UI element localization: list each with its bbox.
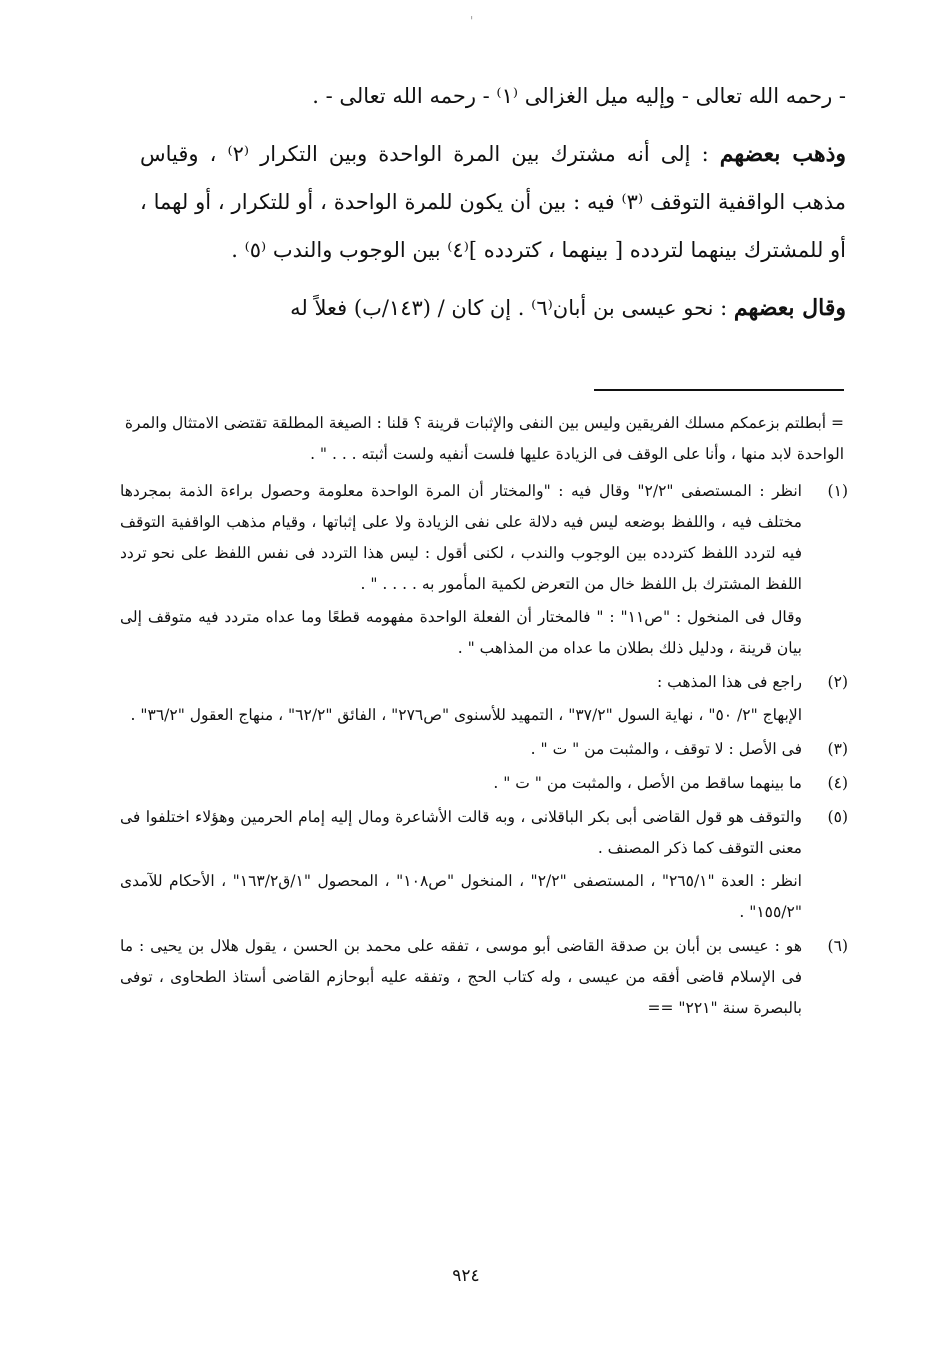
footnote-number: (١): [827, 482, 848, 500]
main-paragraph-2: [140, 130, 846, 274]
corner-mark: ': [470, 14, 474, 28]
main-line-1: - رحمه الله تعالى - وإليه ميل الغزالى ⁽١⁾ - رحمه الله تعالى - .: [312, 84, 846, 108]
footnote-paragraph: والتوقف هو قول القاضى أبى بكر الباقلانى ، وبه قالت الأشاعرة ومال إليه إمام الحرمين وهؤلاء اختلفوا فى معنى التوقف كما ذكر المصنف .: [120, 808, 802, 857]
footnote-paragraph: راجع فى هذا المذهب :: [656, 673, 802, 691]
main-text: [140, 72, 846, 332]
footnote-number: (٥): [827, 808, 848, 826]
footnote-continuation: = أبطلتم بزعمكم مسلك الفريقين وليس بين النفى والإثبات قرينة ؟ قلنا : الصيغة المطلقة تقتضى الامتثال والمرة الواحدة لابد منها ، وأنا على الوقف فى الزيادة عليها فلست أنفيه ولست أثبته . . . " .: [124, 414, 844, 463]
paragraph-2-text: : إلى أنه مشترك بين المرة الواحدة وبين التكرار ⁽٢⁾ ، وقياس مذهب الواقفية التوقف ⁽٣⁾ فيه : بين أن يكون للمرة الواحدة ، أو للتكرار ، أو لهما ، أو للمشترك بينهما لتردده [ بينهما ، كتردده ]⁽٤⁾ بين الوجوب والندب ⁽٥⁾ .: [140, 142, 846, 262]
footnote-paragraph: الإبهاج "٢/ ٥٠" ، نهاية السول "٣٧/٢" ، التمهيد للأسنوى "ص٢٧٦" ، الفائق "٦٢/٢" ، منهاج العقول "٣٦/٢" .: [130, 706, 802, 724]
footnotes: [120, 408, 848, 1027]
footnote-body: [120, 734, 802, 765]
footnote-paragraph: انظر : المستصفى "٢/٢" وقال فيه : "والمختار أن المرة الواحدة معلومة وحصول براءة الذمة بمجردها مختلف فيه ، واللفظ بوضعه ليس فيه دلالة على نفى الزيادة ولا على إثباتها ، وقيام مذهب الواقفية التوقف فيه لتردد اللفظ كتردده بين الوجوب والندب ، لكنى أقول : ليس هذا التردد فى نفس اللفظ على نحو تردد اللفظ المشترك بل اللفظ خال من التعرض لكمية المأمور به . . . . " .: [120, 482, 802, 593]
footnote-paragraph: وقال فى المنخول : "ص١١" : " فالمختار أن الفعلة الواحدة مفهومه قطعًا وما عداه متردد فيه متوقف إلى بيان قرينة ، ودليل ذلك بطلان ما عداه من المذاهب " .: [120, 608, 802, 657]
main-paragraph-3: [140, 284, 846, 332]
footnote-5: [120, 802, 848, 928]
footnote-6: [120, 931, 848, 1024]
footnote-separator: [594, 389, 844, 391]
paragraph-2-heading: وذهب بعضهم: [719, 141, 846, 167]
footnote-1: [120, 476, 848, 664]
footnote-paragraph: انظر : العدة "٢٦٥/١" ، المستصفى "٢/٢" ، المنخول "ص١٠٨" ، المحصول "١/ق١٦٣/٢" ، الأحكام للآمدى "١٥٥/٢" .: [120, 872, 802, 921]
footnote-number: (٦): [827, 937, 848, 955]
footnote-number: (٣): [827, 740, 848, 758]
page-number: ٩٢٤: [452, 1266, 480, 1286]
footnote-body: [120, 931, 802, 1024]
footnote-paragraph: فى الأصل : لا توقف ، والمثبت من " ت " .: [530, 740, 802, 758]
footnote-number: (٤): [827, 774, 848, 792]
footnote-body: [120, 768, 802, 799]
footnote-body: [120, 802, 802, 928]
footnote-paragraph: ما بينهما ساقط من الأصل ، والمثبت من " ت " .: [493, 774, 802, 792]
footnote-3: [120, 734, 848, 765]
footnote-paragraph: هو : عيسى بن أبان بن صدقة القاضى أبو موسى ، تفقه على محمد بن الحسن ، يقول هلال بن يحيى : ما فى الإسلام قاضى أفقه من عيسى ، وله كتاب الحج ، وتفقه عليه أبوحازم القاضى أستاذ الطحاوى ، توفى بالبصرة سنة "٢٢١" ==: [120, 937, 802, 1017]
paragraph-3-text: : نحو عيسى بن أبان⁽٦⁾ . إن كان / (١٤٣/ب) فعلاً له: [290, 296, 734, 320]
footnote-body: [120, 476, 802, 664]
paragraph-3-heading: وقال بعضهم: [733, 295, 846, 321]
footnote-number: (٢): [827, 673, 848, 691]
footnote-body: [120, 667, 802, 731]
footnote-2: [120, 667, 848, 731]
footnote-4: [120, 768, 848, 799]
